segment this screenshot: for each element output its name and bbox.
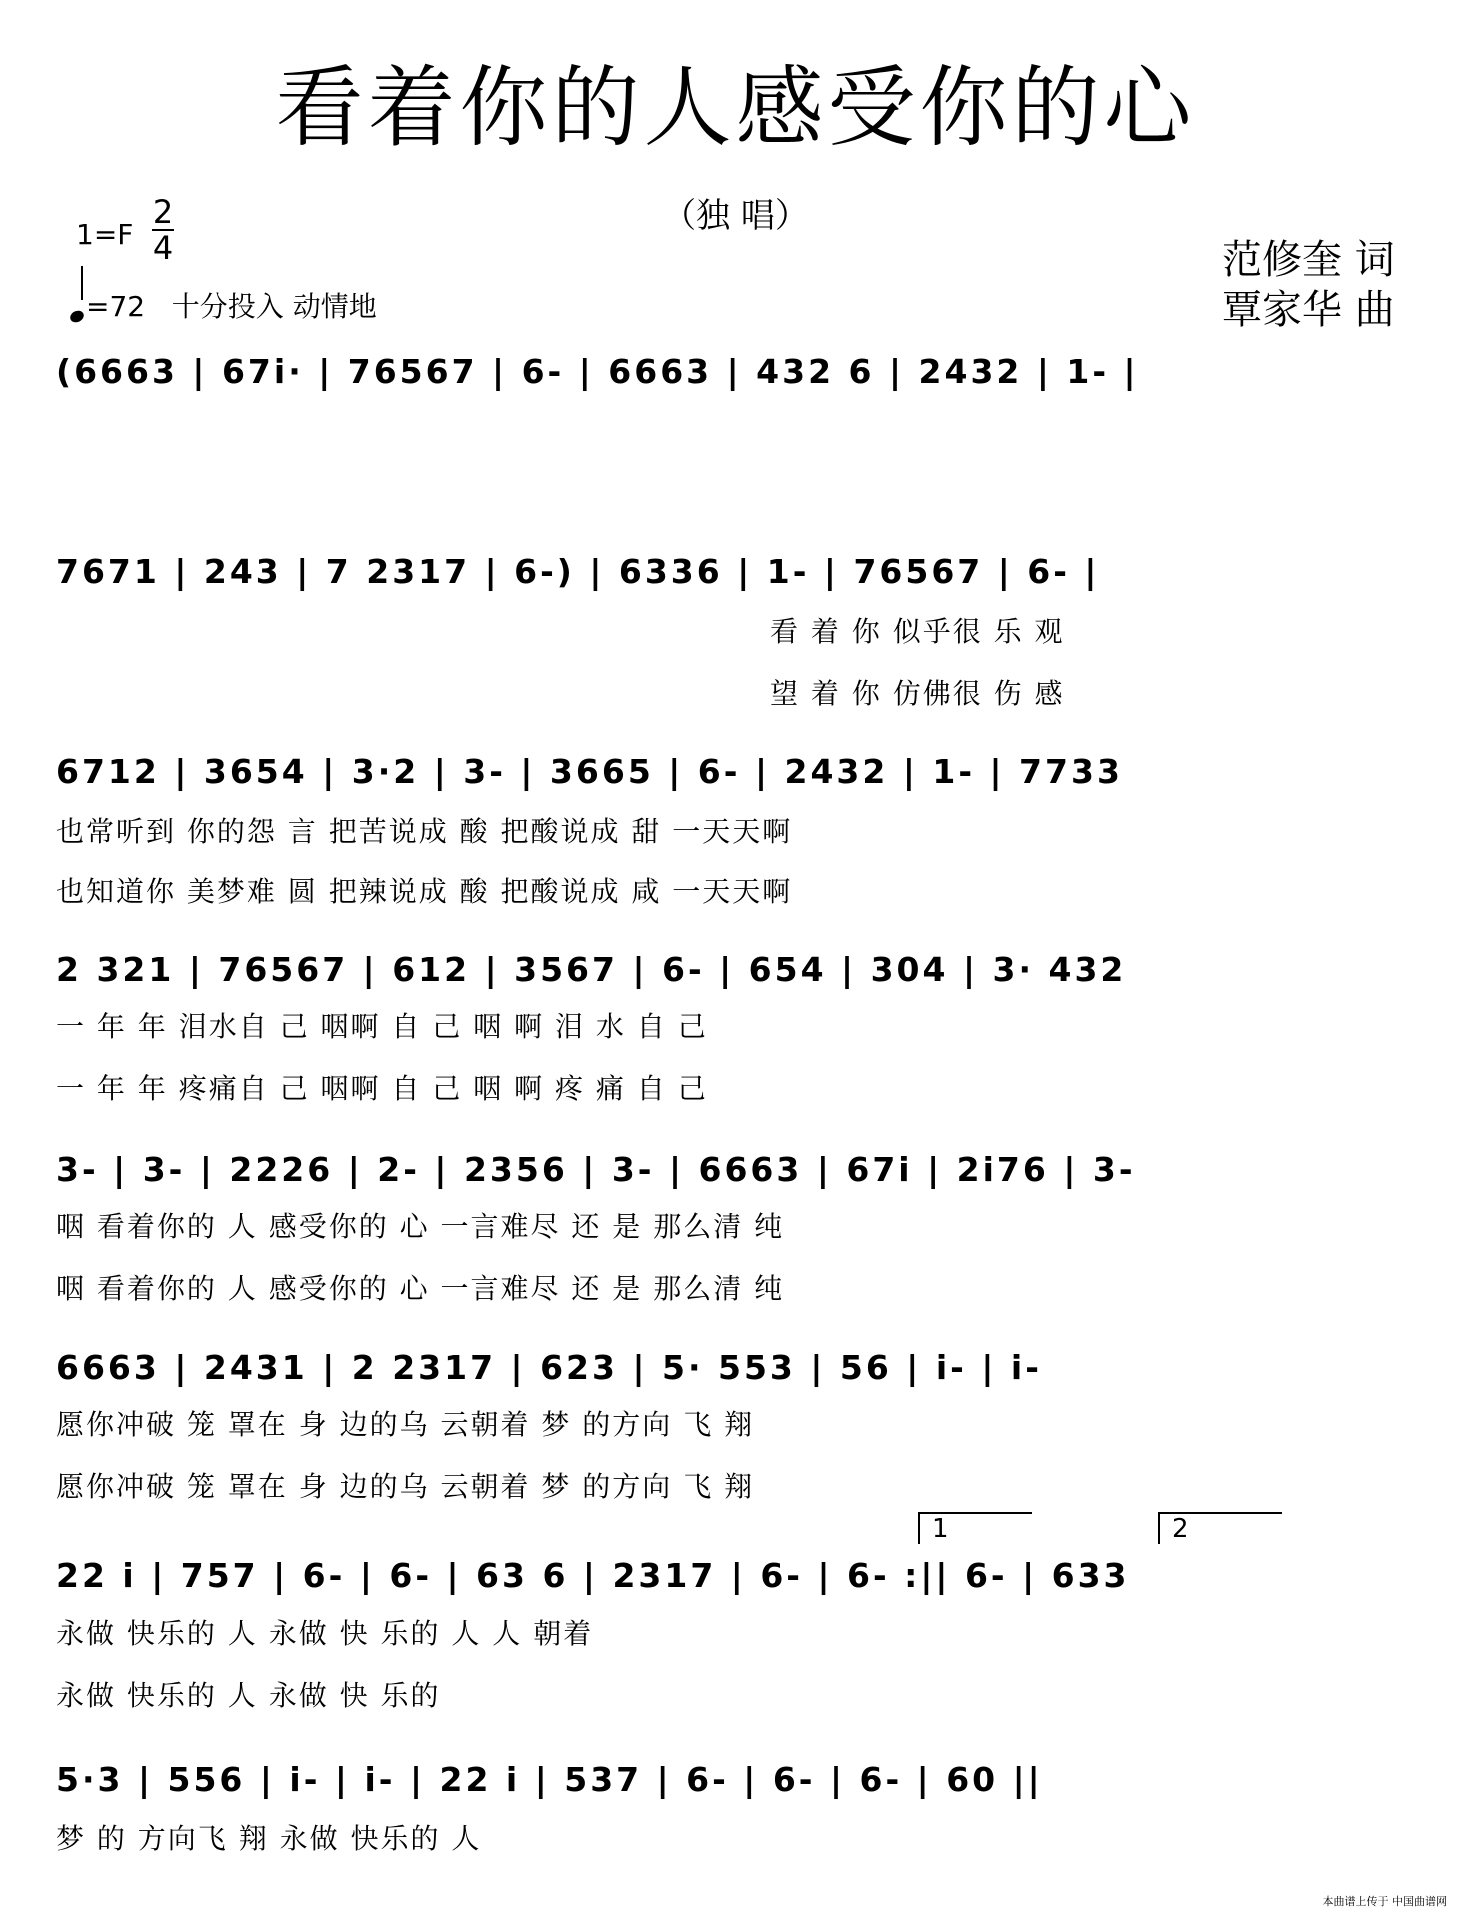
score-line-5-lyrics-1: 咽 看着你的 人 感受你的 心 一言难尽 还 是 那么清 纯 [56, 1210, 785, 1243]
score-line-2-notes: 7671 | 243 | 7 2317 | 6-) | 6336 | 1- | 76567 | 6- | [56, 552, 1100, 591]
time-signature [152, 195, 174, 265]
score-line-1-notes: (6663 | 67i· | 76567 | 6- | 6663 | 432 6 | 2432 | 1- | [56, 352, 1139, 391]
score-line-6-notes: 6663 | 2431 | 2 2317 | 623 | 5· 553 | 56 | i- | i- [56, 1348, 1042, 1387]
score-line-5-notes: 3- | 3- | 2226 | 2- | 2356 | 3- | 6663 | 67i | 2i76 | 3- [56, 1150, 1136, 1189]
expression: 十分投入 动情地 [171, 290, 377, 323]
score-line-3-lyrics-2: 也知道你 美梦难 圆 把辣说成 酸 把酸说成 咸 一天天啊 [56, 875, 793, 908]
score-line-2-lyrics-1: 看 着 你 似乎很 乐 观 [770, 615, 1065, 648]
score-line-2-lyrics-2: 望 着 你 仿佛很 伤 感 [770, 677, 1065, 710]
footer-watermark: 本曲谱上传于 中国曲谱网 [1322, 1895, 1447, 1908]
volta-first-ending: 1 [918, 1512, 1032, 1544]
score-line-3-lyrics-1: 也常听到 你的怨 言 把苦说成 酸 把酸说成 甜 一天天啊 [56, 815, 793, 848]
score-line-3-notes: 6712 | 3654 | 3·2 | 3- | 3665 | 6- | 2432 | 1- | 7733 [56, 752, 1123, 791]
score-line-6-lyrics-2: 愿你冲破 笼 罩在 身 边的乌 云朝着 梦 的方向 飞 翔 [56, 1470, 755, 1503]
score-line-8-lyrics-1: 梦 的 方向飞 翔 永做 快乐的 人 [56, 1822, 482, 1855]
tempo-marking [70, 282, 377, 325]
score-line-7-notes: 22 i | 757 | 6- | 6- | 63 6 | 2317 | 6- | 6- :|| 6- | 633 [56, 1556, 1130, 1595]
score-line-5-lyrics-2: 咽 看着你的 人 感受你的 心 一言难尽 还 是 那么清 纯 [56, 1272, 785, 1305]
song-title: 看着你的人感受你的心 [275, 56, 1196, 159]
time-denominator: 4 [152, 229, 174, 267]
tempo-value: =72 [86, 290, 146, 323]
composer: 覃家华 曲 [1222, 287, 1395, 333]
score-line-7-lyrics-2: 永做 快乐的 人 永做 快 乐的 [56, 1679, 441, 1712]
time-numerator: 2 [152, 193, 174, 231]
score-line-8-notes: 5·3 | 556 | i- | i- | 22 i | 537 | 6- | 6- | 6- | 60 || [56, 1760, 1043, 1799]
score-line-4-notes: 2 321 | 76567 | 612 | 3567 | 6- | 654 | 304 | 3· 432 [56, 950, 1127, 989]
lyricist: 范修奎 词 [1222, 237, 1395, 283]
subtitle: （独 唱） [662, 196, 809, 236]
credits [1222, 235, 1395, 335]
score-line-4-lyrics-1: 一 年 年 泪水自 己 咽啊 自 己 咽 啊 泪 水 自 己 [56, 1010, 708, 1043]
quarter-note-icon [68, 309, 85, 325]
volta-second-ending: 2 [1158, 1512, 1282, 1544]
key-signature: 1=F [76, 218, 134, 251]
score-line-6-lyrics-1: 愿你冲破 笼 罩在 身 边的乌 云朝着 梦 的方向 飞 翔 [56, 1408, 755, 1441]
score-line-7-lyrics-1: 永做 快乐的 人 永做 快 乐的 人 人 朝着 [56, 1617, 594, 1650]
score-line-4-lyrics-2: 一 年 年 疼痛自 己 咽啊 自 己 咽 啊 疼 痛 自 己 [56, 1072, 708, 1105]
